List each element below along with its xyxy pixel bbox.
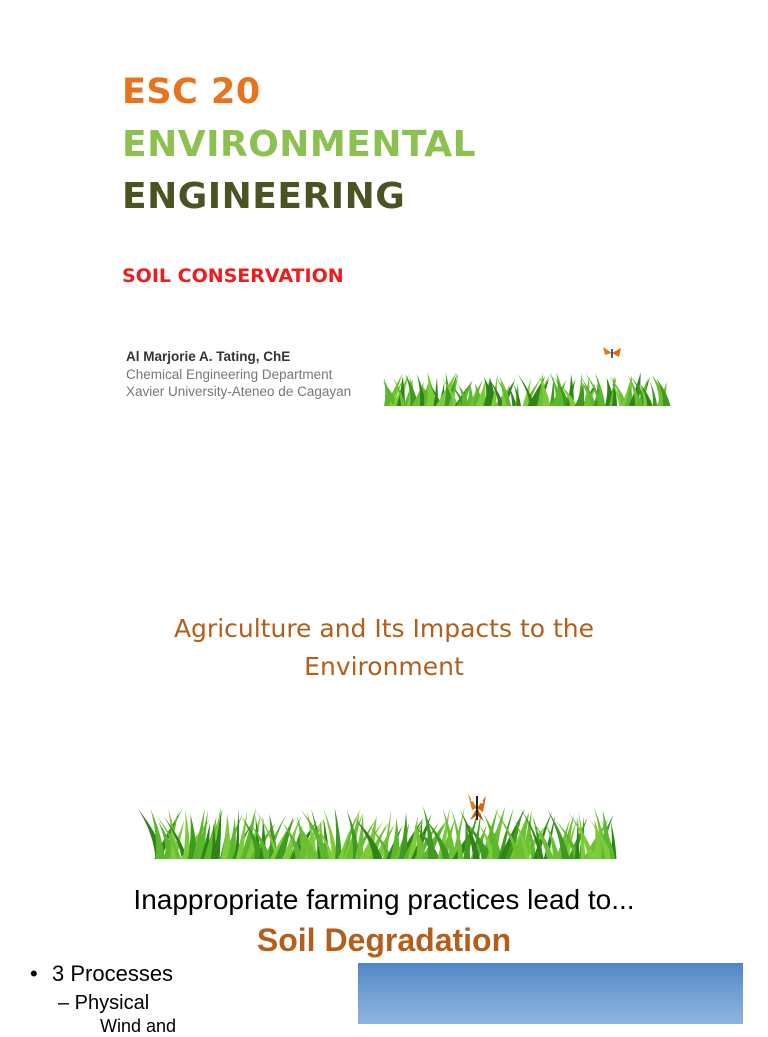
grass-icon <box>384 370 664 406</box>
title-slide <box>0 0 768 450</box>
slide-heading: Soil Degradation <box>256 922 512 958</box>
sky-photo <box>358 963 743 1024</box>
author-name: Al Marjorie A. Tating, ChE <box>126 349 291 364</box>
title-line-engineering: ENGINEERING <box>122 176 406 217</box>
sub-bullet-item: – Physical <box>58 992 150 1014</box>
sub-sub-bullet-item: Wind and <box>100 1016 177 1036</box>
section-title-line2: Environment <box>304 652 464 681</box>
lead-text: Inappropriate farming practices lead to... <box>133 884 635 915</box>
bullet-item <box>30 961 173 987</box>
title-line-environmental: ENVIRONMENTAL <box>122 124 477 165</box>
bullet-text: 3 Processes <box>52 961 174 986</box>
butterfly-icon <box>601 346 623 360</box>
section-title <box>0 610 768 686</box>
content-slide <box>0 860 768 1036</box>
slide-subtitle: SOIL CONSERVATION <box>122 265 344 287</box>
author-department: Chemical Engineering Department <box>126 367 333 382</box>
bullet-dot: • <box>30 961 38 986</box>
grass-icon <box>153 803 615 859</box>
course-code: ESC 20 <box>122 72 261 112</box>
butterfly-icon <box>466 790 488 826</box>
section-slide <box>0 450 768 860</box>
section-title-line1: Agriculture and Its Impacts to the <box>173 614 595 643</box>
author-university: Xavier University-Ateneo de Cagayan <box>126 384 352 399</box>
